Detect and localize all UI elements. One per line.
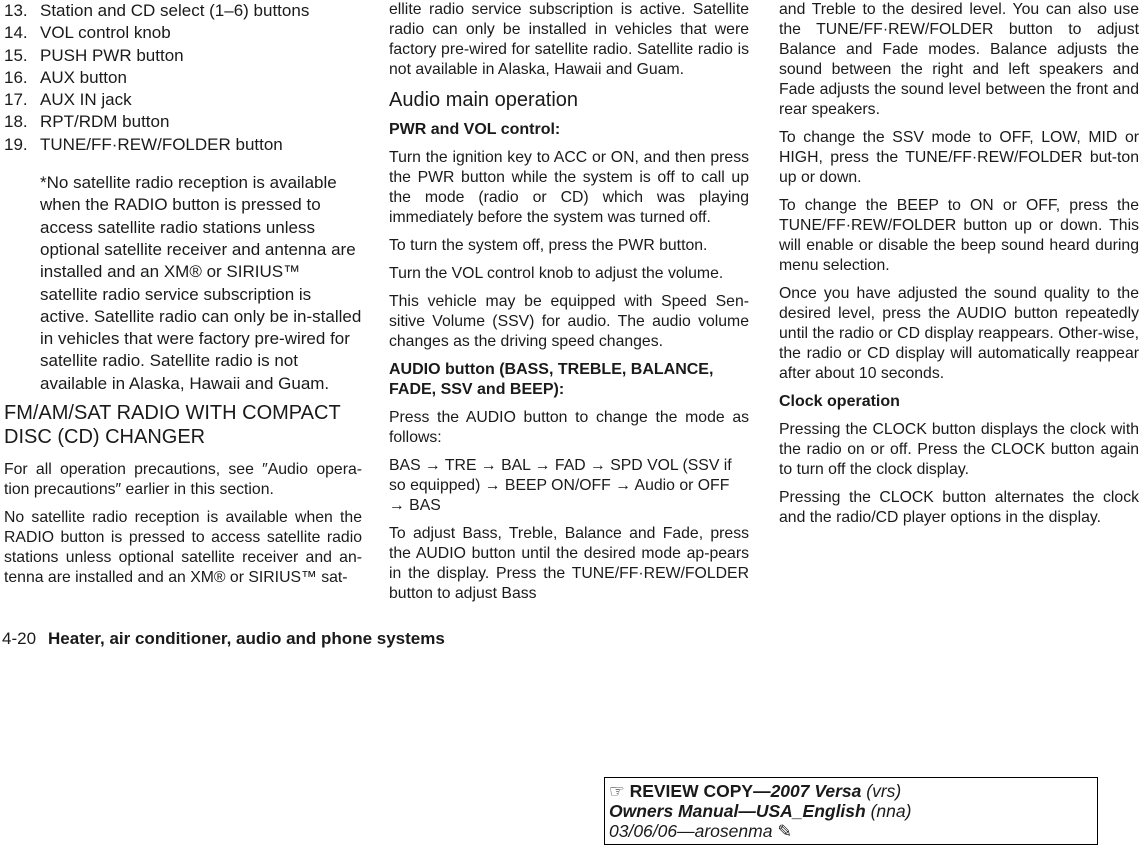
satellite-paragraph: No satellite radio reception is available when the RADIO button is pressed to access satellite radio stations unless optional satellite receiver and an-tenna are installed and an XM® or SIRIUS™ sat-	[4, 509, 362, 587]
audio-button-heading: AUDIO button (BASS, TREBLE, BALANCE, FADE, SSV and BEEP):	[389, 361, 714, 398]
right-column	[779, 0, 1139, 536]
list-number: 19.	[4, 134, 28, 154]
list-number: 13.	[4, 1, 28, 20]
precautions-paragraph: For all operation precautions, see ″Audio opera-tion precautions″ earlier in this section.	[4, 461, 362, 499]
list-number: 18.	[4, 112, 28, 132]
beep-paragraph: To change the BEEP to ON or OFF, press the TUNE/FF·REW/FOLDER button up or down. This will enable or disable the beep sound heard during menu selection.	[779, 197, 1139, 274]
list-label: VOL control knob	[40, 23, 171, 43]
satellite-note: *No satellite radio reception is available when the RADIO button is pressed to access satellite radio stations unless optional satellite receiver and antenna are installed and an XM® or SIRIUS™ satellite radio service subscription is active. Satellite radio can only be in-stalled in vehicles that were factory pre-wired for satellite radio. Satellite radio is not available in Alaska, Hawaii and Guam.	[40, 173, 362, 393]
list-item	[4, 67, 362, 89]
pwr-paragraph-4: This vehicle may be equipped with Speed Sen-sitive Volume (SSV) for audio. The audio volume changes as the driving speed changes.	[389, 293, 749, 350]
audio-paragraph-3: To adjust Bass, Treble, Balance and Fade, press the AUDIO button until the desired mode ap-pears in the display. Press the TUNE/FF·REW/FOLDER button to adjust Bass	[389, 525, 749, 602]
stamp-manual-code: (nna)	[865, 801, 912, 821]
chapter-title: Heater, air conditioner, audio and phone systems	[48, 629, 445, 648]
review-copy-stamp	[604, 777, 1098, 845]
pwr-vol-heading: PWR and VOL control:	[389, 121, 561, 138]
list-number: 14.	[4, 23, 28, 43]
section-heading: FM/AM/SAT RADIO WITH COMPACT DISC (CD) CHANGER	[4, 402, 341, 449]
satellite-paragraph-continued: ellite radio service subscription is active. Satellite radio can only be installed in vehicles that were factory pre-wired for satellite radio. Satellite radio is not available in Alaska, Hawaii and Guam.	[389, 1, 749, 78]
pwr-paragraph-1: Turn the ignition key to ACC or ON, and then press the PWR button while the system is off to call up the mode (radio or CD) which was playing immediately before the system was turned off.	[389, 149, 749, 226]
balance-fade-paragraph: and Treble to the desired level. You can also use the TUNE/FF·REW/FOLDER button to adjust Balance and Fade modes. Balance adjusts the sound between the right and left speakers and Fade adjusts the sound level between the front and rear speakers.	[779, 1, 1139, 118]
list-item	[4, 22, 362, 44]
list-label: Station and CD select (1–6) buttons	[40, 1, 310, 20]
list-item	[4, 45, 362, 67]
list-label: AUX IN jack	[40, 90, 132, 110]
ssv-paragraph: To change the SSV mode to OFF, LOW, MID or HIGH, press the TUNE/FF·REW/FOLDER but-ton up or down.	[779, 129, 1139, 186]
list-number: 15.	[4, 45, 28, 65]
list-label: RPT/RDM button	[40, 112, 170, 132]
list-item	[4, 0, 362, 22]
left-column	[4, 0, 362, 596]
clock-paragraph-2: Pressing the CLOCK button alternates the clock and the radio/CD player options in the display.	[779, 489, 1139, 526]
pwr-paragraph-3: Turn the VOL control knob to adjust the volume.	[389, 265, 724, 282]
stamp-line-3	[609, 821, 1097, 841]
list-number: 16.	[4, 67, 28, 87]
stamp-line-2	[609, 801, 1097, 821]
stamp-line-1	[609, 781, 1097, 801]
list-number: 17.	[4, 90, 28, 110]
pointing-hand-icon: ☞	[609, 781, 625, 801]
clock-paragraph-1: Pressing the CLOCK button displays the clock with the radio on or off. Press the CLOCK button again to turn off the clock display.	[779, 421, 1139, 478]
list-item	[4, 89, 362, 111]
stamp-review-copy: REVIEW COPY—	[629, 781, 771, 801]
stamp-model: 2007 Versa	[770, 781, 862, 801]
stamp-date-author: 03/06/06—arosenma	[609, 821, 773, 841]
audio-main-heading: Audio main operation	[389, 89, 579, 111]
sound-quality-paragraph: Once you have adjusted the sound quality to the desired level, press the AUDIO button repeatedly until the radio or CD display reappears. Other-wise, the radio or CD display will automatically reappear after about 10 seconds.	[779, 285, 1139, 382]
list-label: TUNE/FF·REW/FOLDER button	[40, 134, 283, 154]
list-label: AUX button	[40, 67, 127, 87]
audio-mode-sequence: BAS → TRE → BAL → FAD → SPD VOL (SSV if so equipped) → BEEP ON/OFF → Audio or OFF → BAS	[389, 457, 732, 514]
clock-heading: Clock operation	[779, 393, 900, 410]
page-number: 4-20	[2, 629, 37, 648]
pencil-icon: ✎	[777, 821, 792, 841]
list-label: PUSH PWR button	[40, 45, 184, 65]
list-item	[4, 111, 362, 133]
stamp-model-code: (vrs)	[861, 781, 902, 801]
list-item	[4, 134, 362, 156]
pwr-paragraph-2: To turn the system off, press the PWR button.	[389, 237, 708, 254]
numbered-list	[4, 0, 362, 156]
audio-paragraph-1: Press the AUDIO button to change the mode as follows:	[389, 409, 749, 446]
middle-column	[389, 0, 749, 612]
stamp-manual: Owners Manual—USA_English	[609, 801, 866, 821]
page-footer	[2, 628, 762, 650]
